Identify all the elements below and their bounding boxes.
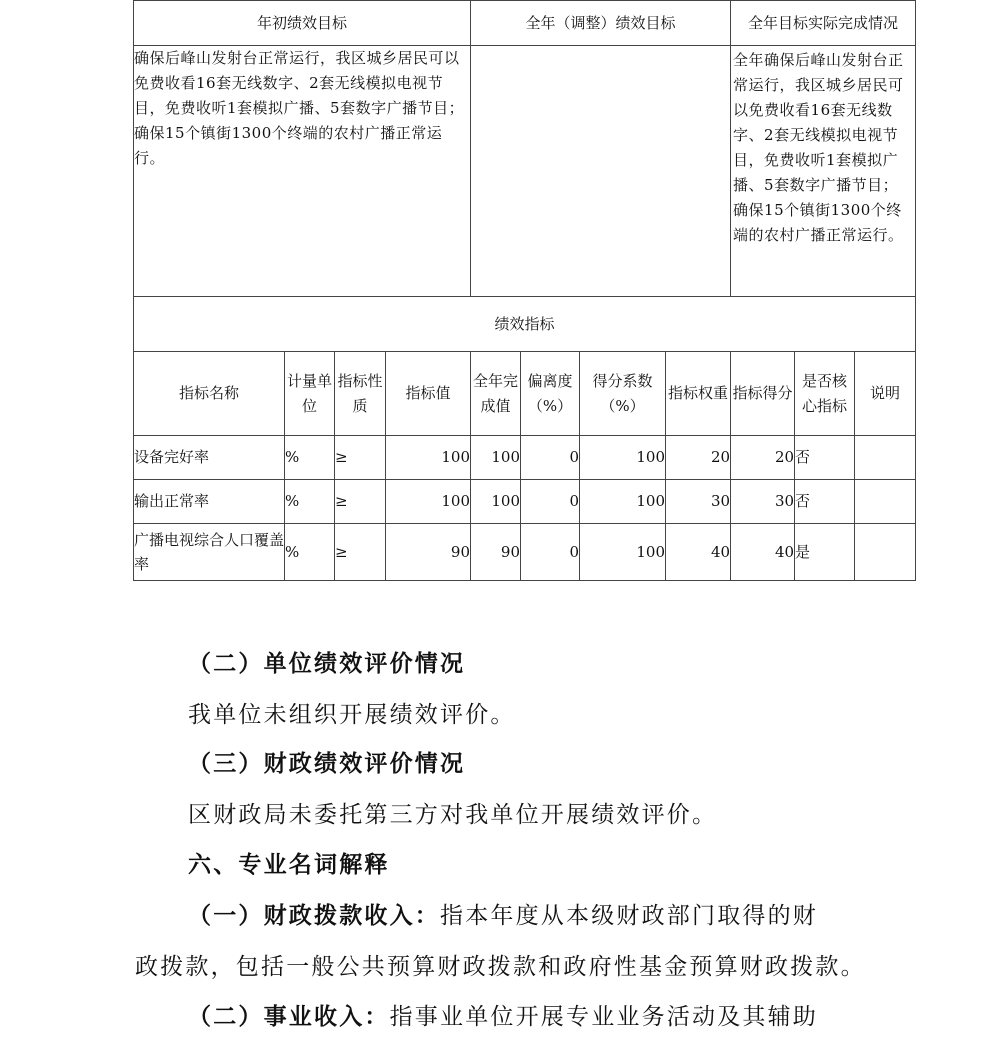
indicator-nature: ≥ bbox=[335, 436, 386, 480]
header-indicator-name: 指标名称 bbox=[134, 352, 285, 436]
header-core: 是否核心指标 bbox=[795, 352, 855, 436]
indicator-score: 40 bbox=[731, 524, 795, 581]
adjusted-goal-text bbox=[471, 46, 731, 297]
indicator-actual: 100 bbox=[471, 436, 521, 480]
indicator-unit: % bbox=[285, 524, 335, 581]
term1-text-b: 政拨款，包括一般公共预算财政拨款和政府性基金预算财政拨款。 bbox=[135, 954, 866, 980]
term1-text-a: 指本年度从本级财政部门取得的财 bbox=[440, 903, 818, 929]
unit-eval-text: 我单位未组织开展绩效评价。 bbox=[188, 702, 516, 728]
indicator-unit: % bbox=[285, 480, 335, 524]
indicator-score: 30 bbox=[731, 480, 795, 524]
header-actual: 全年完成值 bbox=[471, 352, 521, 436]
indicator-nature: ≥ bbox=[335, 480, 386, 524]
performance-table bbox=[133, 0, 915, 581]
header-unit: 计量单位 bbox=[285, 352, 335, 436]
glossary-heading: 六、专业名词解释 bbox=[188, 851, 390, 878]
indicator-note bbox=[855, 480, 916, 524]
adjusted-goal-header: 全年（调整）绩效目标 bbox=[471, 1, 731, 46]
fiscal-eval-heading: （三）财政绩效评价情况 bbox=[188, 750, 466, 777]
indicator-weight: 30 bbox=[666, 480, 731, 524]
indicator-weight: 40 bbox=[666, 524, 731, 581]
indicator-actual: 90 bbox=[471, 524, 521, 581]
indicator-deviation: 0 bbox=[521, 524, 580, 581]
actual-goal-text: 全年确保后峰山发射台正常运行，我区城乡居民可以免费收看16套无线数字、2套无线模拟电视节目，免费收听1套模拟广播、5套数字广播节目；确保15个镇街1300个终端的农村广播正常运行。 bbox=[731, 46, 916, 297]
indicators-title: 绩效指标 bbox=[134, 297, 916, 352]
term2-text-a: 指事业单位开展专业业务活动及其辅助 bbox=[389, 1004, 819, 1030]
indicator-coefficient: 100 bbox=[580, 436, 666, 480]
indicator-core: 否 bbox=[795, 480, 855, 524]
table-row bbox=[134, 436, 916, 480]
indicator-name: 设备完好率 bbox=[134, 436, 285, 480]
header-weight: 指标权重 bbox=[666, 352, 731, 436]
header-score: 指标得分 bbox=[731, 352, 795, 436]
indicator-value: 90 bbox=[386, 524, 471, 581]
indicator-weight: 20 bbox=[666, 436, 731, 480]
indicator-core: 否 bbox=[795, 436, 855, 480]
term2-label: （二）事业收入： bbox=[188, 1003, 390, 1030]
term1-label: （一）财政拨款收入： bbox=[188, 902, 440, 929]
indicator-value: 100 bbox=[386, 480, 471, 524]
indicator-name: 广播电视综合人口覆盖率 bbox=[134, 524, 285, 581]
initial-goal-header: 年初绩效目标 bbox=[134, 1, 471, 46]
indicator-coefficient: 100 bbox=[580, 480, 666, 524]
header-nature: 指标性质 bbox=[335, 352, 386, 436]
term2-paragraph bbox=[188, 998, 818, 1031]
initial-goal-text: 确保后峰山发射台正常运行，我区城乡居民可以免费收看16套无线数字、2套无线模拟电视节目，免费收听1套模拟广播、5套数字广播节目；确保15个镇街1300个终端的农村广播正常运行。 bbox=[134, 46, 471, 297]
indicator-coefficient: 100 bbox=[580, 524, 666, 581]
indicator-score: 20 bbox=[731, 436, 795, 480]
table-row bbox=[134, 480, 916, 524]
header-note: 说明 bbox=[855, 352, 916, 436]
fiscal-eval-text: 区财政局未委托第三方对我单位开展绩效评价。 bbox=[188, 802, 718, 828]
indicator-unit: % bbox=[285, 436, 335, 480]
indicator-nature: ≥ bbox=[335, 524, 386, 581]
unit-eval-heading: （二）单位绩效评价情况 bbox=[188, 650, 466, 677]
header-coefficient: 得分系数（%） bbox=[580, 352, 666, 436]
term1-paragraph bbox=[188, 897, 818, 930]
indicator-note bbox=[855, 436, 916, 480]
actual-goal-header: 全年目标实际完成情况 bbox=[731, 1, 916, 46]
indicator-actual: 100 bbox=[471, 480, 521, 524]
indicator-value: 100 bbox=[386, 436, 471, 480]
indicator-deviation: 0 bbox=[521, 480, 580, 524]
table-row bbox=[134, 524, 916, 581]
indicator-core: 是 bbox=[795, 524, 855, 581]
indicator-deviation: 0 bbox=[521, 436, 580, 480]
header-deviation: 偏离度（%） bbox=[521, 352, 580, 436]
header-value: 指标值 bbox=[386, 352, 471, 436]
indicator-name: 输出正常率 bbox=[134, 480, 285, 524]
indicator-note bbox=[855, 524, 916, 581]
